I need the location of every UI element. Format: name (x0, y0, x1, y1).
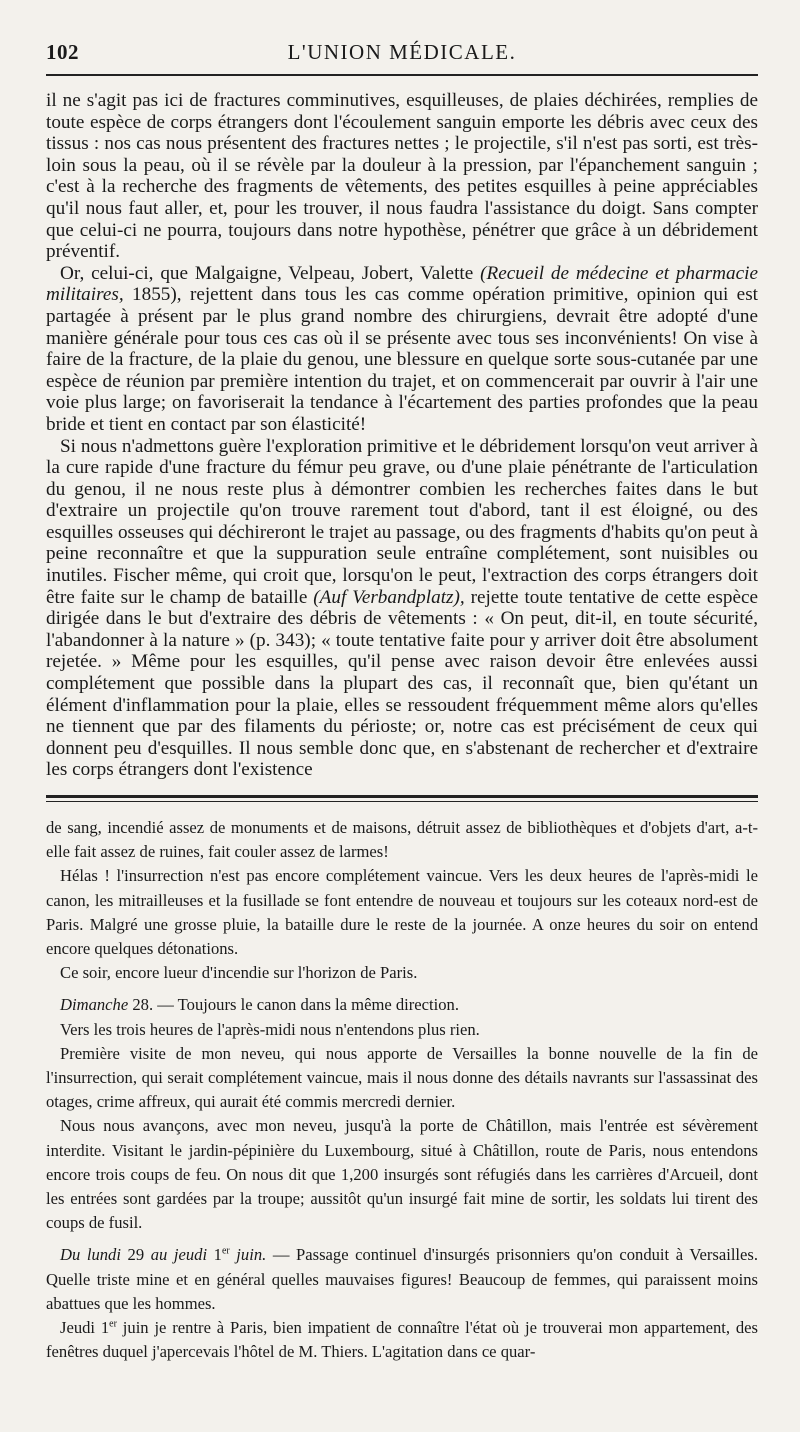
entry-date: au jeudi (150, 1245, 208, 1265)
paragraph-text: Jeudi 1 (60, 1318, 110, 1338)
paragraph: Nous nous avançons, avec mon neveu, jusqu'à la porte de Châtillon, mais l'entrée est sévèrement interdite. Visitant le jardin-pépinière du Luxembourg, situé à Châtillon, route de Paris, nous entendons encore trois coups de feu. On nous dit que 1,200 insurgés sont réfugiés dans les carrières d'Arcueil, dont les entrées sont gardées par la troupe; aussitôt qu'un insurgé fait mine de sortir, les soldats lui tirent des coups de fusil. (46, 1116, 758, 1233)
paragraph (46, 1316, 758, 1364)
paragraph (46, 436, 758, 782)
diary-entry (46, 993, 758, 1017)
diary-entry (46, 1243, 758, 1316)
ordinal-suffix: er (109, 1318, 117, 1330)
feuilleton-section (46, 816, 758, 1364)
paragraph: Première visite de mon neveu, qui nous apporte de Versailles la bonne nouvelle de la fin de l'insurrection, qui serait complétement vaincue, mais il nous donne des détails navrants sur l'assassinat des otages, crime affreux, qui aurait été commis mercredi dernier. (46, 1043, 758, 1112)
entry-date: Du lundi (60, 1245, 121, 1265)
running-title: L'UNION MÉDICALE. (287, 40, 517, 64)
paragraph: de sang, incendié assez de monuments et de maisons, détruit assez de bibliothèques et d'objets d'art, a-t-elle fait assez de ruines, fait couler assez de larmes! (46, 818, 758, 862)
citation: (Recueil de médecine et pharmacie militaires, (46, 262, 758, 306)
paragraph-text: juin je rentre à Paris, bien impatient de connaître l'état où je trouverai mon appartement, des fenêtres duquel j'apercevais l'hôtel de M. Thiers. L'agitation dans ce quar- (46, 1318, 758, 1362)
page-header (46, 0, 758, 70)
paragraph: Vers les trois heures de l'après-midi nous n'entendons plus rien. (60, 1019, 480, 1039)
ordinal-suffix: er (221, 1245, 230, 1257)
paragraph-text: 1855), rejettent dans tous les cas comme opération primitive, opinion qui est partagée à présent par le plus grand nombre des chirurgiens, devrait être adopté d'une manière générale pour tous ces cas où il se présente avec tous ses inconvénients! On vise à faire de la fracture, de la plaie du genou, une blessure en quelque sorte sous-cutanée par une espèce de réunion par première intention du trajet, et on commencerait par ouvrir à l'air une voie plus large; on favoriserait la tendance à l'écartement des parties profondes que la peau bride et tient en contact par son élasticité! (46, 284, 758, 435)
paragraph-text: Si nous n'admettons guère l'exploration primitive et le débridement lorsqu'on veut arriver à la cure rapide d'une fracture du fémur peu grave, ou d'une plaie pénétrante de l'articulation du genou, il ne nous reste plus à démontrer combien les recherches faites dans le but d'extraire un projectile qu'on trouve rarement tout d'abord, tant il est éloigné, ou des esquilles osseuses qui déchireront le trajet au passage, ou des fragments d'habits qu'on peut à peine reconnaître et que la suppuration seule entraîne complétement, sont nuisibles ou inutiles. Fischer même, qui croit que, lorsqu'on le peut, l'extraction des corps étrangers doit être faite sur le champ de bataille (46, 435, 758, 608)
main-article (46, 90, 758, 781)
citation: (Auf Verbandplatz), (313, 586, 465, 608)
entry-text: 28. — Toujours le canon dans la même direction. (128, 995, 459, 1015)
entry-date: juin. (229, 1245, 267, 1265)
paragraph: Ce soir, encore lueur d'incendie sur l'horizon de Paris. (60, 963, 418, 983)
feuilleton-divider (46, 795, 758, 802)
paragraph-text: rejette toute tentative de cette espèce dirigée dans le but d'extraire des débris de vêtements : « On peut, dit-il, en toute sécurité, l'abandonner à la nature » (p. 343); « toute tentative faite pour y arriver doit être absolument rejetée. » Même pour les esquilles, qu'il pense avec raison devoir être enlevées aussi complétement que possible dans la plupart des cas, il reconnaît que, bien qu'étant un élément d'inflammation pour la plaie, elles se ressoudent fréquemment même alors qu'elles ne tiennent que par des filaments du périoste; or, notre cas est précisément de ceux qui donnent peu d'esquilles. Il nous semble donc que, en s'abstenant de rechercher et d'extraire les corps étrangers dont l'existence (46, 586, 758, 781)
header-rule (46, 74, 758, 76)
paragraph-text: Or, celui-ci, que Malgaigne, Velpeau, Jobert, Valette (60, 262, 481, 284)
page-number: 102 (46, 40, 79, 64)
paragraph: Hélas ! l'insurrection n'est pas encore complétement vaincue. Vers les deux heures de l'après-midi le canon, les mitrailleuses et la fusillade se font entendre de nouveau et toujours sur les coteaux nord-est de Paris. Malgré une grosse pluie, la bataille dure le reste de la journée. A onze heures du soir on entend encore quelques détonations. (46, 866, 758, 959)
entry-text: 29 (120, 1245, 151, 1265)
paragraph: il ne s'agit pas ici de fractures comminutives, esquilleuses, de plaies déchirées, remplies de toute espèce de corps étrangers dont l'écoulement sanguin emporte les débris avec ceux des tissus : nos cas nous présentent des fractures nettes ; le projectile, s'il n'est pas sorti, est très-loin sous la peau, où il se révèle par la douleur à la pression, par l'épanchement sanguin ; c'est à la recherche des fragments de vêtements, des petites esquilles à peine appréciables qu'il nous faut aller, et, pour les trouver, il nous faudra l'assistance du doigt. Sans compter que celui-ci ne pourra, toujours dans notre hypothèse, pénétrer que grâce à un débridement préventif. (46, 90, 758, 263)
entry-text: — Passage continuel d'insurgés prisonniers qu'on conduit à Versailles. Quelle triste mine et en général quelles mauvaises figures! Beaucoup de femmes, qui paraissent moins abattues que les hommes. (46, 1245, 759, 1313)
paragraph (46, 263, 758, 436)
entry-date: Dimanche (60, 995, 129, 1015)
entry-text: 1 (207, 1245, 222, 1265)
